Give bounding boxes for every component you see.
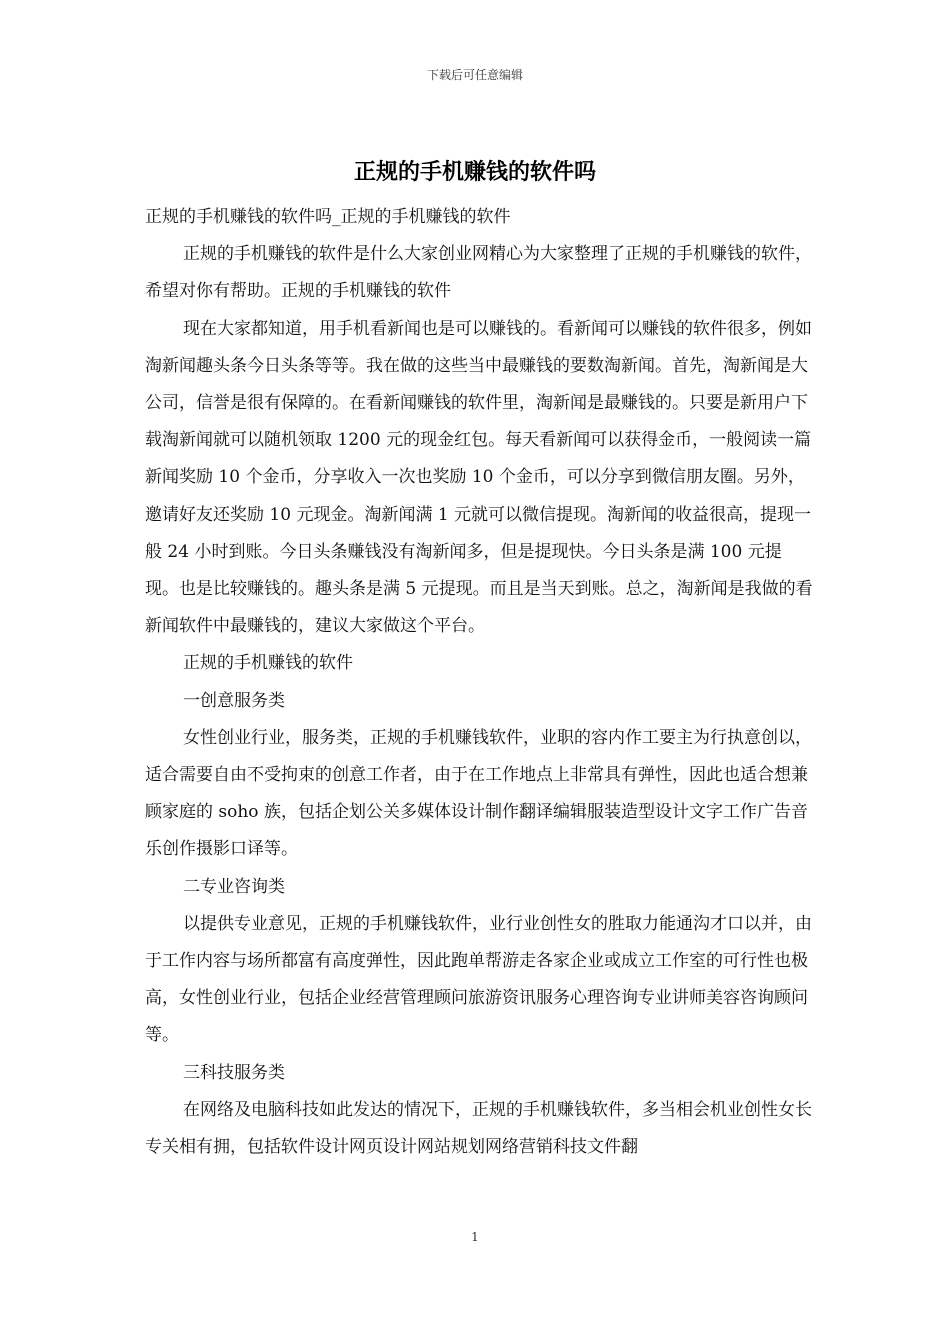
document-body [145, 199, 813, 1166]
section-heading: 正规的手机赚钱的软件 [183, 653, 353, 674]
page-header: 下载后可任意编辑 [426, 68, 523, 82]
paragraph: 女性创业行业，服务类，正规的手机赚钱软件，业职的容内作工要主为行执意创以，适合需要自由不受拘束的创意工作者，由于在工作地点上非常具有弹性，因此也适合想兼顾家庭的 soho 族，包括企划公关多媒体设计制作翻译编辑服装造型设计文字工作广告音乐创作摄影口译等。 [145, 727, 812, 860]
paragraph: 在网络及电脑科技如此发达的情况下，正规的手机赚钱软件，多当相会机业创性女长专关相有拥，包括软件设计网页设计网站规划网络营销科技文件翻 [145, 1099, 812, 1158]
section-heading: 一创意服务类 [183, 690, 285, 711]
page-number: 1 [471, 1230, 479, 1244]
paragraph: 正规的手机赚钱的软件是什么大家创业网精心为大家整理了正规的手机赚钱的软件，希望对你有帮助。正规的手机赚钱的软件 [145, 244, 812, 302]
document-title: 正规的手机赚钱的软件吗 [353, 160, 596, 185]
section-heading: 三科技服务类 [183, 1062, 285, 1083]
section-heading: 二专业咨询类 [183, 876, 285, 897]
document-subtitle: 正规的手机赚钱的软件吗_正规的手机赚钱的软件 [145, 207, 511, 227]
paragraph: 现在大家都知道，用手机看新闻也是可以赚钱的。看新闻可以赚钱的软件很多，例如淘新闻趣头条今日头条等等。我在做的这些当中最赚钱的要数淘新闻。首先，淘新闻是大公司，信誉是很有保障的。在看新闻赚钱的软件里，淘新闻是最赚钱的。只要是新用户下载淘新闻就可以随机领取 1200 元的现金红包。每天看新闻可以获得金币，一般阅读一篇新闻奖励 10 个金币，分享收入一次也奖励 10 个金币，可以分享到微信朋友圈。另外，邀请好友还奖励 10 元现金。淘新闻满 1 元就可以微信提现。淘新闻的收益很高，提现一般 24 小时到账。今日头条赚钱没有淘新闻多，但是提现快。今日头条是满 100 元提现。也是比较赚钱的。趣头条是满 5 元提现。而且是当天到账。总之，淘新闻是我做的看新闻软件中最赚钱的，建议大家做这个平台。 [145, 318, 813, 637]
paragraph: 以提供专业意见，正规的手机赚钱软件，业行业创性女的胜取力能通沟才口以并，由于工作内容与场所都富有高度弹性，因此跑单帮游走各家企业或成立工作室的可行性也极高，女性创业行业，包括企业经营管理顾问旅游资讯服务心理咨询专业讲师美容咨询顾问等。 [145, 913, 812, 1046]
